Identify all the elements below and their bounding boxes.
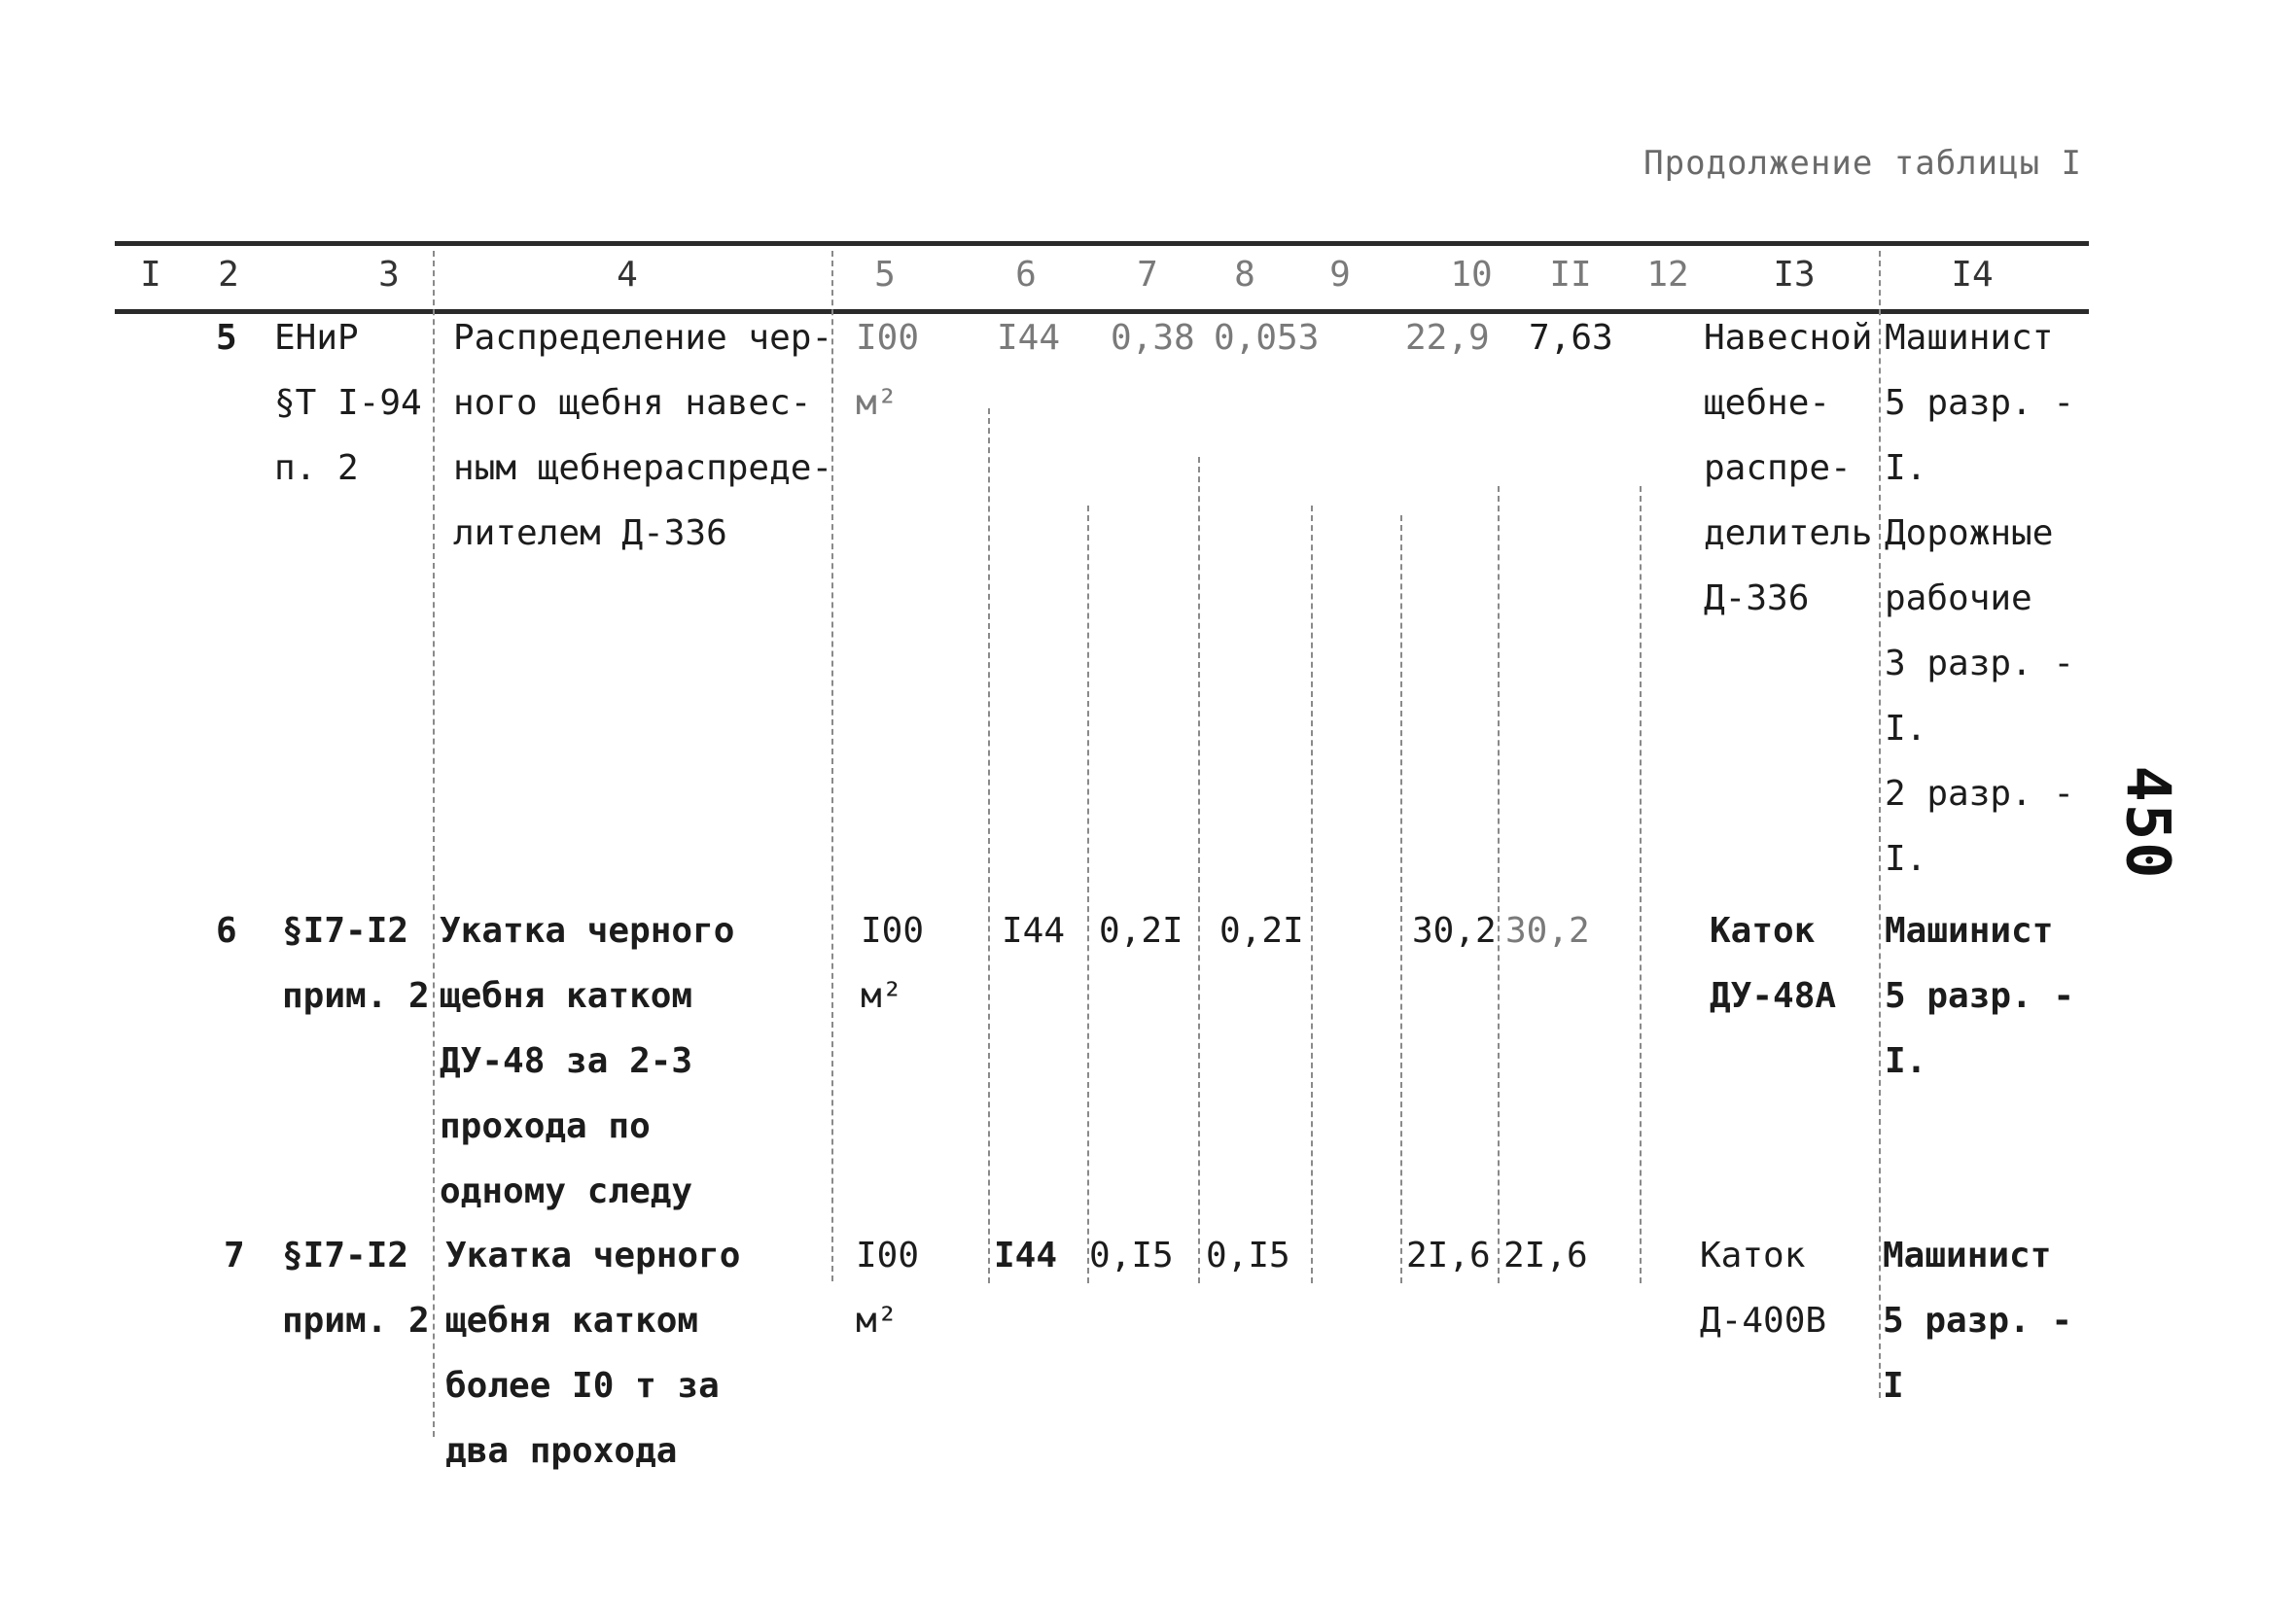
value-col-8: 0,053: [1214, 318, 1320, 358]
machine-name: Каток ДУ-48А: [1710, 911, 1837, 1016]
column-divider: [1198, 457, 1200, 1283]
value-col-10: 30,2: [1412, 911, 1497, 951]
machine-name: Каток Д-400В: [1700, 1236, 1827, 1341]
value-col-7: 0,I5: [1089, 1236, 1174, 1275]
header-col-3: 3: [378, 255, 400, 295]
norm-reference: §I7-I2 прим. 2: [282, 911, 430, 1016]
machine-name: Навесной щебне- распре- делитель Д-336: [1704, 318, 1873, 618]
value-col-10: 22,9: [1405, 318, 1490, 358]
unit-of-measure: I00 м²: [856, 1236, 920, 1341]
work-description: Укатка черного щебня катком ДУ-48 за 2-3 прохода по одному следу: [440, 911, 735, 1211]
table-top-rule: [115, 241, 2089, 246]
norm-reference: ЕНиР §Т I-94 п. 2: [274, 318, 422, 488]
header-col-8: 8: [1234, 255, 1255, 295]
crew-composition: Машинист 5 разр. - I. Дорожные рабочие 3 разр. - I. 2 разр. - I.: [1885, 318, 2075, 879]
header-col-9: 9: [1329, 255, 1351, 295]
header-col-4: 4: [617, 255, 638, 295]
value-col-6: I44: [1002, 911, 1066, 951]
header-col-14: I4: [1951, 255, 1994, 295]
unit-of-measure: I00 м²: [856, 318, 920, 423]
column-divider: [1311, 506, 1313, 1283]
value-col-8: 0,I5: [1206, 1236, 1290, 1275]
column-divider: [1087, 506, 1089, 1283]
header-col-5: 5: [874, 255, 896, 295]
column-divider: [433, 251, 435, 1437]
value-col-7: 0,38: [1111, 318, 1195, 358]
value-col-10: 2I,6: [1406, 1236, 1491, 1275]
norm-reference: §I7-I2 прим. 2: [282, 1236, 430, 1341]
column-divider: [1400, 515, 1402, 1283]
unit-of-measure: I00 м²: [861, 911, 925, 1016]
header-col-10: 10: [1450, 255, 1493, 295]
crew-composition: Машинист 5 разр. - I.: [1885, 911, 2075, 1081]
work-description: Распределение чер- ного щебня навес- ным щебнераспреде- лителем Д-336: [453, 318, 833, 553]
header-col-2: 2: [218, 255, 239, 295]
value-col-7: 0,2I: [1099, 911, 1183, 951]
row-number: 6: [216, 911, 237, 951]
header-col-13: I3: [1773, 255, 1816, 295]
header-col-6: 6: [1015, 255, 1037, 295]
value-col-11: 7,63: [1529, 318, 1613, 358]
header-col-11: II: [1549, 255, 1592, 295]
column-divider: [1640, 486, 1642, 1283]
value-col-11: 30,2: [1505, 911, 1590, 951]
crew-composition: Машинист 5 разр. - I: [1883, 1236, 2073, 1406]
row-number: 5: [216, 318, 237, 358]
header-col-7: 7: [1137, 255, 1158, 295]
work-description: Укатка черного щебня катком более I0 т за два прохода: [445, 1236, 741, 1471]
header-col-12: 12: [1646, 255, 1689, 295]
table-caption: Продолжение таблицы I: [1643, 144, 2082, 183]
value-col-8: 0,2I: [1219, 911, 1304, 951]
header-col-1: I: [140, 255, 161, 295]
value-col-6: I44: [997, 318, 1061, 358]
column-divider: [1879, 251, 1881, 1398]
value-col-6: I44: [994, 1236, 1058, 1275]
page-number: 450: [2112, 765, 2184, 881]
row-number: 7: [224, 1236, 245, 1275]
column-divider: [988, 408, 990, 1283]
column-divider: [1498, 486, 1500, 1283]
value-col-11: 2I,6: [1503, 1236, 1588, 1275]
